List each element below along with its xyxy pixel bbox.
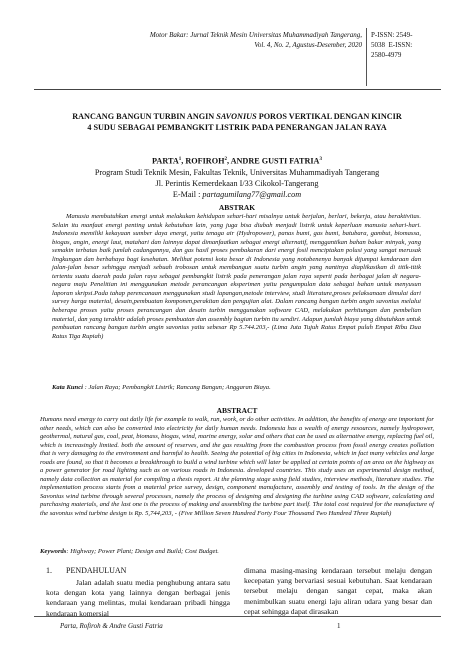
header-divider (366, 28, 367, 86)
page-number: 1 (337, 622, 341, 630)
issn-print: P-ISSN: 2549- (371, 31, 413, 39)
abstrak-heading: ABSTRAK (218, 203, 256, 212)
abstract-heading: ABSTRACT (216, 406, 258, 415)
author-names: PARTA$^1$, ROFIROH$^2$, ANDRE GUSTI FATRIA$^3$ (152, 156, 322, 166)
issn-block (371, 30, 461, 60)
keywords: Keywords: Highway; Power Plant; Design and Build; Cost Budget. (40, 548, 219, 555)
abstrak-text: Manusia membutuhkan energi untuk melakukan kehidupan sehari-hari misalnya untuk berjalan, berlari, bekerja, atau beraktivitas. Selain itu manfaat energi penting untuk kebutuhan lain, yang juga bisa diubah menjadi listrik untuk keperluan manusia sehari-hari. Indonesia memiliki kekayaan sumber daya energi, yaitu tenaga air (Hydropower), panas bumi, gas bumi, batubara, gambut, biomassa, biogas, angin, energi laut, matahari dan lainnya dapat dimanfaatkan sebagai energi alternatif, menggantikan bahan bakar minyak, yang semakin terbatas baik jumlah cadangannya, dan gas hasil proses pembakaran dari energi fosil menciptakan polusi yang sangat merusak lingkungan dan berbahaya bagi kesehatan. Melihat potensi kota besar di Indonesia yang notabenenya banyak dijumpai kendaraan dan jalan-jalan besar sehingga menjadi sebuah trobosan untuk membangun suatu turbin angin yang nantinya diaplikasikan di titik-titik tertentu suatu daerah pada jalan raya sebagai pembangkit listrik pada penerangan jalan raya seperti pada berbagai jalan di negara-negara maju Penelitian ini menggunakan metode perancangan eksperimen yaitu pengumpulan data sebagai bahan untuk menyusun laporan skripsi.Pada tahap perencanaan menggunakan studi lapangan,metode interview, studi literature,proses pelaksanaan dimulai dari survey harga material, desain,pembuatan komponen,perakitan dan pengujian alat. Dalam rancang bangun turbin angin savonius melalui beberapa proses yaitu proses perancangan dan desain turbin menggunakan software CAD, melakukan perhitungan dan pembelian material, dan yang terakhir adalah proses pembuatan dan assembly bagian turbin itu sendiri. Adapun jumlah biaya yang dibutuhkan untuk pembuatan rancang bangun turbin angin savonius yaitu sebesar Rp 5.744.203,- (Lima Juta Tujuh Ratus Empat puluh Empat Ribu Dua Ratus Tiga Rupiah) (52, 213, 421, 340)
author-email: E-Mail : partagumilang77@gmail.com (172, 189, 302, 199)
affiliation-address: Jl. Perintis Kemerdekaan I/33 Cikokol-Tangerang (155, 178, 319, 188)
journal-name: Motor Bakar: Jurnal Teknik Mesin Universitas Muhammadiyah Tangerang, (149, 31, 362, 39)
header-rule (34, 89, 441, 90)
kata-kunci: Kata Kunci : Jalan Raya; Pembangkit Listrik; Rancang Bangun; Anggaran Biaya. (52, 384, 271, 391)
footer-authors: Parta, Rofiroh & Andre Gusti Fatria (60, 622, 163, 630)
affiliation-department: Program Studi Teknik Mesin, Fakultas Teknik, Universitas Muhammadiyah Tangerang (94, 167, 380, 177)
body-column-right: dimana masing-masing kendaraan tersebut melaju dengan kecepatan yang bervariasi sesuai kebutuhan. Saat kendaraan tersebut melaju dengan sangat cepat, maka akan menimbulkan suatu energi laju aliran udara yang besar dan cepat sehingga dapat dirasakan (244, 566, 432, 616)
author-block (40, 154, 434, 200)
issn-electronic: 2580-4979 (371, 51, 402, 59)
footer-rule (34, 616, 441, 617)
section-heading: 1. PENDAHULUAN (46, 566, 127, 575)
body-column-left: Jalan adalah suatu media penghubung antara satu kota dengan kota yang lainnya dengan berbagai jenis kendaraan yang melintas, mulai kendaraan pribadi hingga kendaraan komersial (46, 578, 230, 618)
issn-line2: 5038 E-ISSN: (371, 41, 413, 49)
journal-header (100, 30, 362, 50)
journal-volume: Vol. 4, No. 2, Agustus-Desember, 2020 (254, 41, 362, 49)
paper-title: RANCANG BANGUN TURBIN ANGIN SAVONIUS POROS VERTIKAL DENGAN KINCIR 4 SUDU SEBAGAI PEMBANGKIT LISTRIK PADA PENERANGAN JALAN RAYA (72, 112, 402, 132)
abstract-text: Humans need energy to carry out daily life for example to walk, run, work, or do other activities. In addition, the benefits of energy are important for other needs, which can also be converted into electricity for daily human needs. Indonesia has a wealth of energy resources, namely hydropower, geothermal, natural gas, coal, peat, biomass, biogas, wind, marine energy, solar and others that can be used as alternative energy, replacing fuel oil, which is increasingly limited. both the amount of reserves, and the gas resulting from the combustion process from fossil energy creates pollution that is very damaging to the environment and harmful to health. Seeing the potential of big cities in Indonesia, which in fact many vehicles and large roads are found, so that it becomes a breakthrough to build a wind turbine which will later be applied at certain points of an area on the highway as a power generator for road lighting such as on various roads in Indonesia. developed countries. This study uses an experimental design method, namely data collection as material for compiling a thesis report. At the planning stage using field studies, interview methods, literature studies. The implementation process starts from a material price survey, design, component manufacture, assembly and testing of tools. In the design of the Savonius wind turbine through several processes, namely the process of designing and designing the turbine using CAD software, calculating and purchasing materials, and the last one is the process of making and assembling the turbine part itself. The total cost required for the manufacture of the savonius wind turbine design is Rp. 5,744,203, - (Five Million Seven Hundred Forty Four Thousand Two Hundred Three Rupiah) (40, 416, 434, 517)
